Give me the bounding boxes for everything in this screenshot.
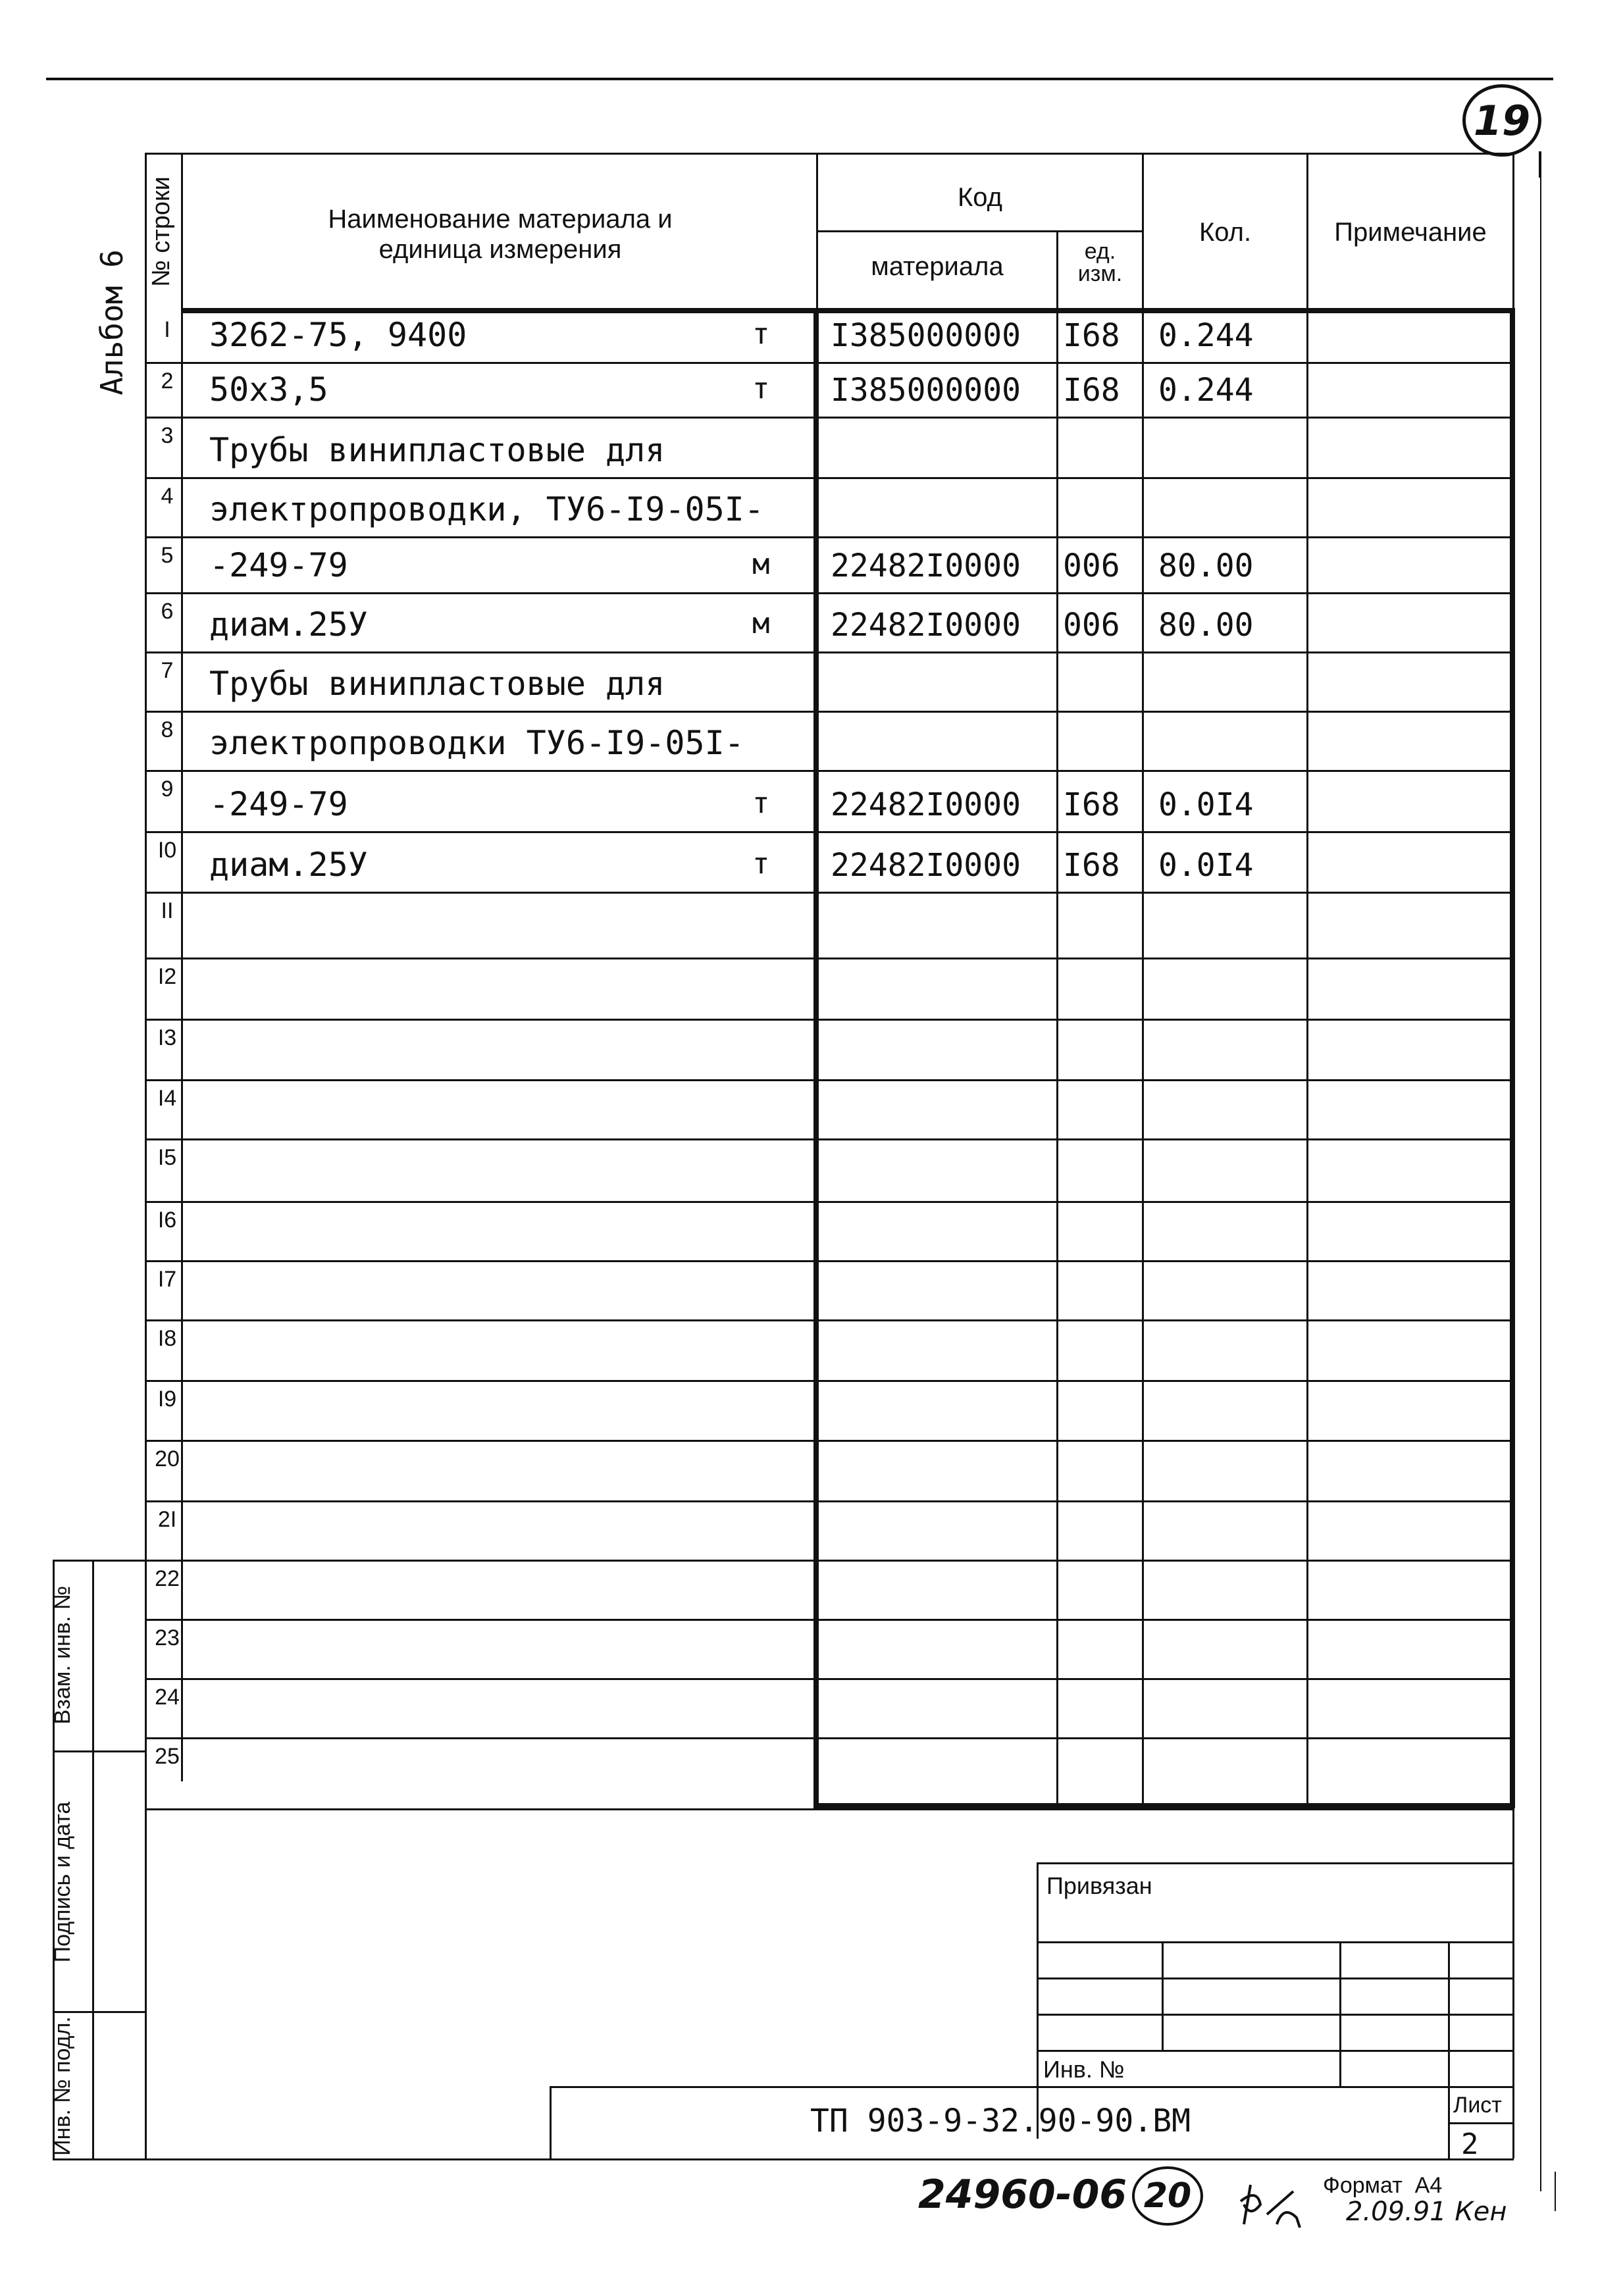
privyazan-left xyxy=(1037,1862,1039,2139)
material-code: I385000000 xyxy=(831,372,1021,409)
header-row-number: № строки xyxy=(147,176,175,287)
data-code-thick-left xyxy=(813,308,819,1808)
unit-label: т xyxy=(752,786,770,820)
unit-label: т xyxy=(752,847,770,880)
row-number: 8 xyxy=(161,717,174,742)
header-name: Наименование материала и единица измерения xyxy=(328,205,673,264)
unit-label: м xyxy=(752,548,770,581)
material-name: -249-79 xyxy=(209,785,348,823)
code-subheader-line xyxy=(816,230,1144,232)
privyazan-row3 xyxy=(1037,2014,1514,2016)
header-code-unit: ед. изм. xyxy=(1077,239,1123,286)
row-number: 22 xyxy=(155,1566,180,1591)
data-right-thick xyxy=(1510,308,1515,1808)
material-name: электропроводки ТУ6-I9-05I- xyxy=(209,724,744,762)
handwritten-date: 2.09.91 Кен xyxy=(1346,2197,1507,2227)
header-code: Код xyxy=(957,183,1002,212)
top-rule xyxy=(46,78,1553,80)
material-name: -249-79 xyxy=(209,546,348,584)
row-line xyxy=(145,1019,1514,1021)
stamp-vzam: Взам. инв. № xyxy=(50,1585,75,1725)
row-number: II xyxy=(161,898,174,923)
list-divider xyxy=(1448,2122,1514,2124)
row-line xyxy=(145,770,1514,772)
sheet-number-badge xyxy=(1462,84,1541,157)
sheet-bottom xyxy=(53,2158,1514,2160)
data-unit-col xyxy=(1056,311,1058,1804)
quantity: 0.0I4 xyxy=(1158,786,1254,823)
row-number: 24 xyxy=(155,1685,180,1710)
privyazan-row2 xyxy=(1037,1977,1514,1979)
row-number: 2 xyxy=(161,369,174,394)
unit-label: м xyxy=(752,607,770,640)
row-line xyxy=(145,1138,1514,1140)
stamp-inv-podl: Инв. № подл. xyxy=(50,2016,75,2156)
unit-code: 006 xyxy=(1063,607,1120,644)
quantity: 0.0I4 xyxy=(1158,847,1254,884)
row-number: 9 xyxy=(161,777,174,802)
row-number: 20 xyxy=(155,1446,180,1471)
row-number: I2 xyxy=(157,964,177,989)
unit-code: I68 xyxy=(1063,317,1120,354)
row-number: 23 xyxy=(155,1625,180,1650)
list-number: 2 xyxy=(1461,2128,1479,2161)
table-bottom-line xyxy=(145,1808,1514,1810)
privyazan-col2 xyxy=(1339,1941,1341,2086)
copy-number: 20 xyxy=(1143,2176,1192,2216)
material-code: I385000000 xyxy=(831,317,1021,354)
frame-left xyxy=(145,153,147,2158)
quantity: 0.244 xyxy=(1158,372,1254,409)
unit-code: 006 xyxy=(1063,548,1120,584)
row-line xyxy=(145,417,1514,419)
stamp-top xyxy=(53,1560,145,1562)
privyazan-row1 xyxy=(1037,1941,1514,1943)
album-label: Альбом 6 xyxy=(94,249,130,395)
row-number: I8 xyxy=(157,1326,177,1351)
inv-no-label: Инв. № xyxy=(1043,2056,1125,2083)
row-line xyxy=(145,1319,1514,1321)
material-name: электропроводки, ТУ6-I9-05I- xyxy=(209,490,764,528)
row-line xyxy=(145,536,1514,538)
initials-mark xyxy=(1237,2178,1310,2231)
privyazan-col1 xyxy=(1162,1941,1164,2050)
row-line xyxy=(145,1500,1514,1502)
row-line xyxy=(145,362,1514,364)
header-qty: Кол. xyxy=(1198,218,1252,247)
data-top-thick xyxy=(181,308,1515,313)
material-code: 22482I0000 xyxy=(831,847,1021,884)
privyazan-label: Привязан xyxy=(1046,1872,1152,1899)
row-number: 2I xyxy=(157,1507,177,1532)
row-line xyxy=(145,1560,1514,1562)
material-name: 3262-75, 9400 xyxy=(209,316,467,354)
frame-far-right xyxy=(1540,151,1541,2191)
privyazan-top xyxy=(1037,1862,1514,1864)
row-number: 4 xyxy=(161,484,174,509)
copy-number-circle xyxy=(1132,2166,1203,2226)
row-number: I9 xyxy=(157,1387,177,1412)
quantity: 0.244 xyxy=(1158,317,1254,354)
row-line xyxy=(145,1678,1514,1680)
row-number: 25 xyxy=(155,1744,180,1769)
privyazan-col3 xyxy=(1448,1941,1450,2158)
stamp-podpis: Подпись и дата xyxy=(50,1801,75,1963)
quantity: 80.00 xyxy=(1158,607,1254,644)
privyazan-row4 xyxy=(1037,2050,1514,2052)
unit-code: I68 xyxy=(1063,847,1120,884)
row-number: I xyxy=(164,317,170,342)
row-number: 5 xyxy=(161,543,174,568)
row-line xyxy=(145,592,1514,594)
unit-code: I68 xyxy=(1063,786,1120,823)
row-line xyxy=(145,1619,1514,1621)
row-line xyxy=(145,1440,1514,1442)
material-code: 22482I0000 xyxy=(831,786,1021,823)
unit-code: I68 xyxy=(1063,372,1120,409)
material-name: диам.25У xyxy=(209,605,368,644)
material-code: 22482I0000 xyxy=(831,548,1021,584)
material-code: 22482I0000 xyxy=(831,607,1021,644)
row-line xyxy=(145,1201,1514,1203)
row-line xyxy=(145,1737,1514,1739)
row-line xyxy=(145,1260,1514,1262)
designation-top xyxy=(550,2086,1514,2088)
row-number: I3 xyxy=(157,1025,177,1050)
header-note: Примечание xyxy=(1334,218,1487,247)
sheet-number: 19 xyxy=(1473,96,1531,145)
quantity: 80.00 xyxy=(1158,548,1254,584)
material-name: диам.25У xyxy=(209,846,368,884)
row-line xyxy=(145,477,1514,479)
data-qty-col xyxy=(1142,311,1144,1804)
stamp-inner xyxy=(92,1560,94,2158)
stamp-div1 xyxy=(53,1750,145,1752)
row-number: I7 xyxy=(157,1267,177,1292)
row-line xyxy=(145,957,1514,959)
row-number: I5 xyxy=(157,1145,177,1170)
row-number: 6 xyxy=(161,599,174,624)
material-name: 50х3,5 xyxy=(209,370,328,409)
right-tail xyxy=(1555,2172,1556,2211)
data-note-col xyxy=(1306,311,1308,1804)
row-number: 7 xyxy=(161,658,174,683)
unit-label: т xyxy=(752,317,770,351)
row-number: I4 xyxy=(157,1086,177,1111)
document-designation: ТП 903-9-32.90-90.ВМ xyxy=(810,2103,1191,2139)
row-line xyxy=(145,1079,1514,1081)
header-top-line xyxy=(145,153,1514,155)
unit-label: т xyxy=(752,372,770,405)
row-line xyxy=(145,831,1514,833)
list-label: Лист xyxy=(1453,2093,1502,2118)
row-number: I6 xyxy=(157,1208,177,1233)
designation-left xyxy=(550,2086,552,2158)
material-name: Трубы винипластовые для xyxy=(209,665,665,703)
header-code-material: материала xyxy=(871,252,1004,281)
row-line xyxy=(145,1380,1514,1382)
row-line xyxy=(145,892,1514,894)
row-number: 3 xyxy=(161,423,174,448)
row-line xyxy=(145,711,1514,713)
row-line xyxy=(145,651,1514,653)
row-number: I0 xyxy=(157,838,177,863)
data-bottom-thick xyxy=(813,1803,1515,1808)
format-label: Формат А4 xyxy=(1323,2173,1443,2198)
order-number: 24960-06 xyxy=(918,2172,1127,2218)
material-name: Трубы винипластовые для xyxy=(209,431,665,469)
